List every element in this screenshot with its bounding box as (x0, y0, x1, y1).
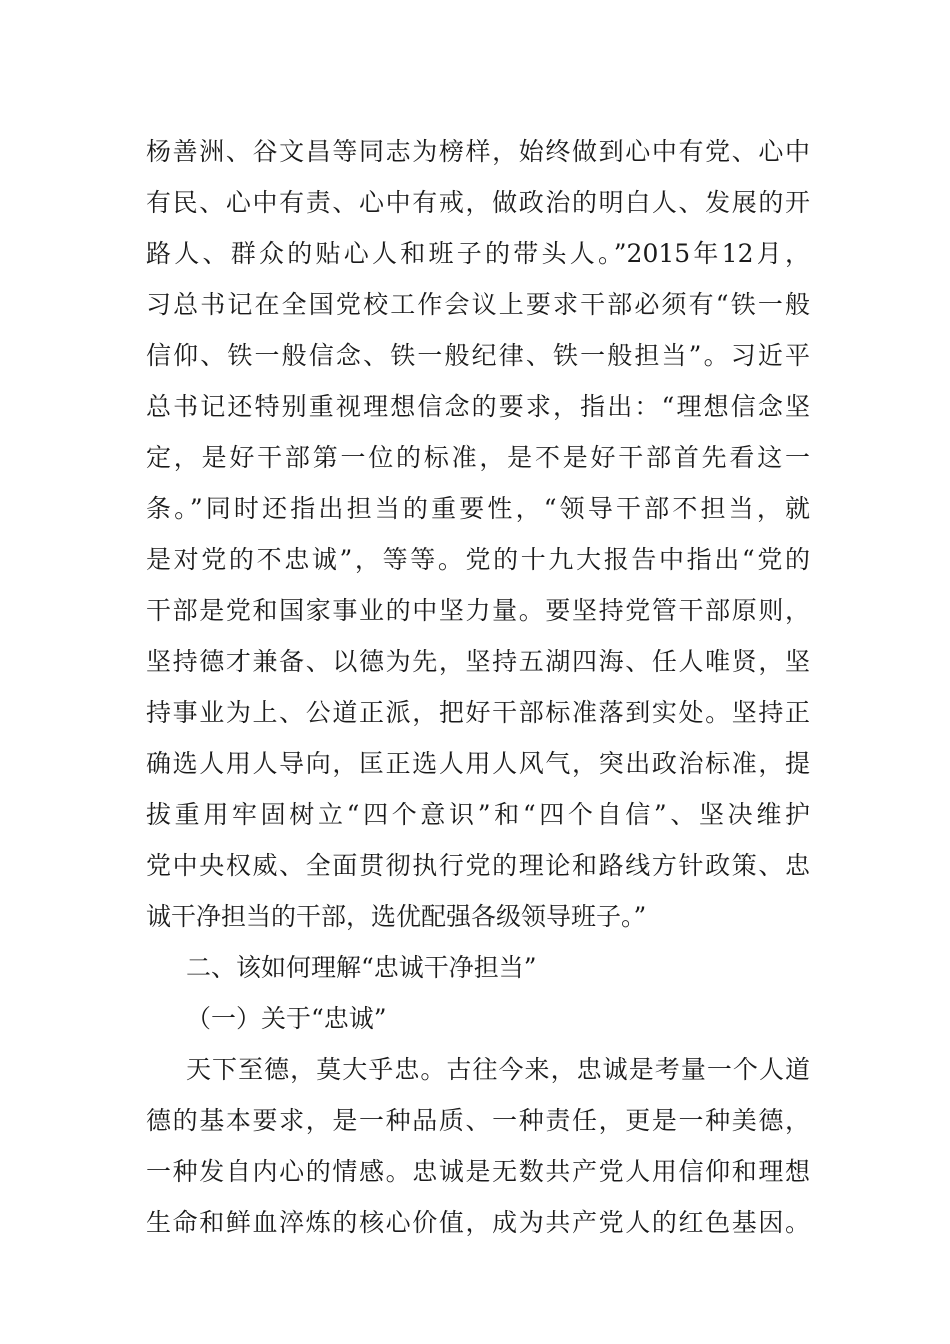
text-line: 确选人用人导向，匡正选人用人风气，突出政治标准，提 (146, 749, 810, 778)
text-line: 有民、心中有责、心中有戒，做政治的明白人、发展的开 (146, 188, 810, 217)
subsection-heading: （一）关于“忠诚” (186, 1004, 387, 1033)
text-line: 杨善洲、谷文昌等同志为榜样，始终做到心中有党、心中 (146, 137, 810, 166)
text-line: 是对党的不忠诚”，等等。党的十九大报告中指出“党的 (146, 545, 810, 574)
text-line: 定，是好干部第一位的标准，是不是好干部首先看这一 (146, 443, 810, 472)
text-line: 拔重用牢固树立“四个意识”和“四个自信”、坚决维护 (146, 800, 810, 829)
text-line: 干部是党和国家事业的中坚力量。要坚持党管干部原则， (146, 596, 810, 625)
text-line: 一种发自内心的情感。忠诚是无数共产党人用信仰和理想 (146, 1157, 810, 1186)
text-line: 坚持德才兼备、以德为先，坚持五湖四海、任人唯贤，坚 (146, 647, 810, 676)
text-line: 总书记还特别重视理想信念的要求，指出：“理想信念坚 (146, 392, 810, 421)
text-line: 德的基本要求，是一种品质、一种责任，更是一种美德， (146, 1106, 810, 1135)
text-line: 条。”同时还指出担当的重要性，“领导干部不担当，就 (146, 494, 810, 523)
section-heading: 二、该如何理解“忠诚干净担当” (186, 953, 537, 982)
text-line: 诚干净担当的干部，选优配强各级领导班子。” (146, 902, 647, 931)
paragraph-1 (146, 126, 810, 942)
text-line: 党中央权威、全面贯彻执行党的理论和路线方针政策、忠 (146, 851, 810, 880)
text-line: 信仰、铁一般信念、铁一般纪律、铁一般担当”。习近平 (146, 341, 810, 370)
paragraph-2 (146, 1044, 810, 1248)
text-line: 习总书记在全国党校工作会议上要求干部必须有“铁一般 (146, 290, 810, 319)
text-line: 生命和鲜血淬炼的核心价值，成为共产党人的红色基因。 (146, 1208, 810, 1237)
text-line: 天下至德，莫大乎忠。古往今来，忠诚是考量一个人道 (186, 1055, 810, 1084)
text-line: 路人、群众的贴心人和班子的带头人。”2015年12月， (146, 239, 810, 268)
text-line: 持事业为上、公道正派，把好干部标准落到实处。坚持正 (146, 698, 810, 727)
document-body (146, 126, 810, 1248)
